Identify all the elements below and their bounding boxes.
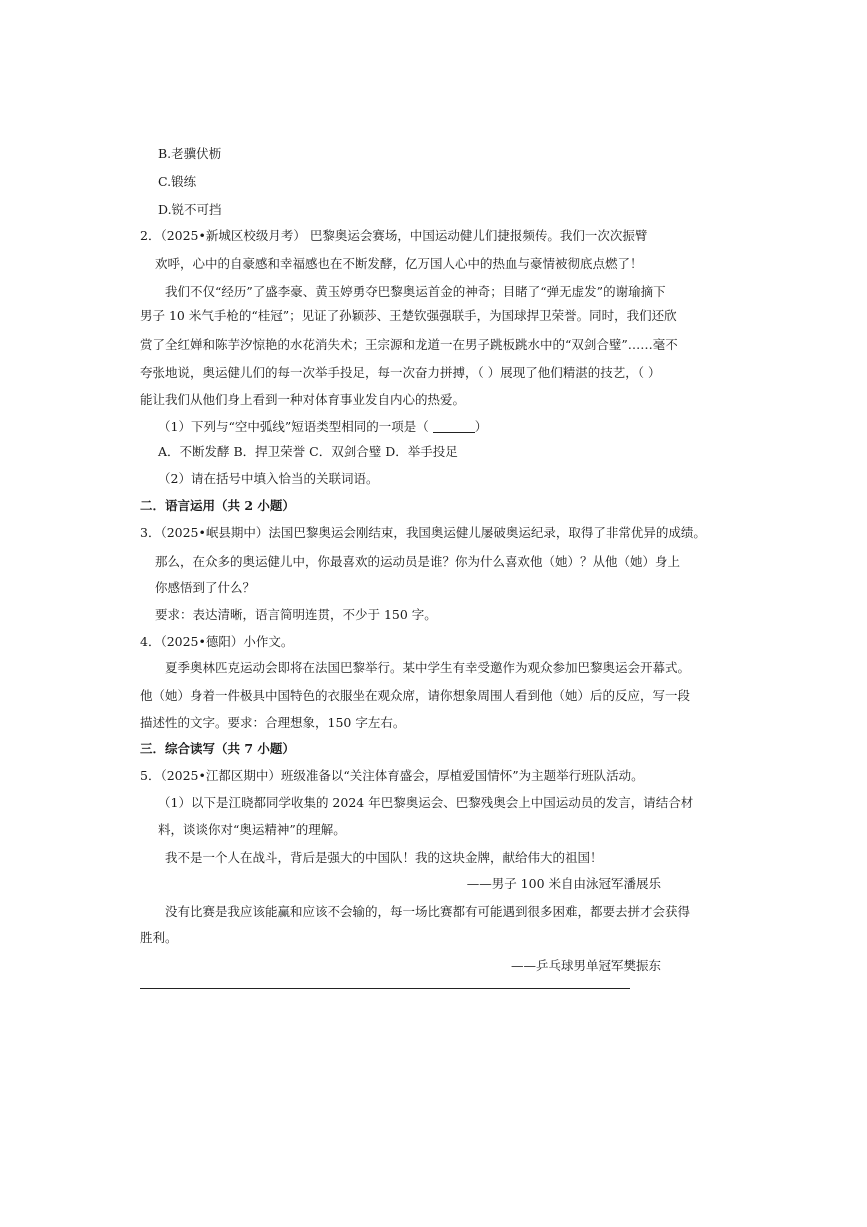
section-heading-2: 二．语言运用（共 2 小题）	[140, 498, 295, 513]
option-c: C.锻练	[158, 174, 197, 189]
answer-blank[interactable]	[433, 420, 475, 433]
quote-2-line-2: 胜利。	[140, 930, 178, 945]
q2-sub1-prefix: （1）下列与“空中弧线”短语类型相同的一项是（	[158, 419, 433, 434]
quote-1: 我不是一个人在战斗，背后是强大的中国队！我的这块金牌，献给伟大的祖国！	[165, 850, 603, 865]
section-heading-3: 三．综合读写（共 7 小题）	[140, 741, 295, 756]
q2-line-5: 赏了全红婵和陈芋汐惊艳的水花消失术；王宗源和龙道一在男子跳板跳水中的“双剑合璧”……毫不	[140, 337, 678, 352]
quote-1-attribution: ——男子 100 米自由泳冠军潘展乐	[466, 876, 661, 891]
option-b: B.老骥伏枥	[158, 146, 222, 161]
q4-line-1: 4．（2025•德阳）小作文。	[140, 634, 294, 649]
option-d: D.锐不可挡	[158, 202, 222, 217]
q4-line-3: 他（她）身着一件极具中国特色的衣服坐在观众席，请你想象周围人看到他（她）后的反应，写一段	[140, 688, 691, 703]
q5-sub1-line-2: 料，谈谈你对“奥运精神”的理解。	[158, 822, 346, 837]
quote-2-line-1: 没有比赛是我应该能赢和应该不会输的，每一场比赛都有可能遇到很多困难，都要去拼才会获得	[165, 904, 691, 919]
q5-line-1: 5．（2025•江都区期中）班级准备以“关注体育盛会，厚植爱国情怀”为主题举行班队活动。	[140, 768, 644, 783]
q2-line-4: 男子 10 米气手枪的“桂冠”；见证了孙颖莎、王楚钦强强联手，为国球捍卫荣誉。同时，我们还欣	[140, 308, 677, 323]
q2-line-2: 欢呼，心中的自豪感和幸福感也在不断发酵，亿万国人心中的热血与豪情被彻底点燃了！	[155, 256, 643, 271]
q4-line-4: 描述性的文字。要求：合理想象，150 字左右。	[140, 715, 406, 730]
q5-sub1-line-1: （1）以下是江晓都同学收集的 2024 年巴黎奥运会、巴黎残奥会上中国运动员的发言，请结合材	[158, 795, 694, 810]
q3-line-1: 3．（2025•岷县期中）法国巴黎奥运会刚结束，我国奥运健儿屡破奥运纪录，取得了非常优异的成绩。	[140, 525, 706, 540]
q3-line-4: 要求：表达清晰，语言简明连贯，不少于 150 字。	[155, 607, 437, 622]
q3-line-3: 你感悟到了什么？	[155, 580, 256, 595]
q2-sub1-options: A．不断发酵 B．捍卫荣誉 C．双剑合璧 D．举手投足	[158, 444, 458, 459]
q3-line-2: 那么，在众多的奥运健儿中，你最喜欢的运动员是谁？你为什么喜欢他（她）？从他（她）身上	[155, 554, 681, 569]
q2-line-3: 我们不仅“经历”了盛李豪、黄玉婷勇夺巴黎奥运首金的神奇；目睹了“弹无虚发”的谢瑜摘下	[165, 284, 666, 299]
q2-sub2: （2）请在括号中填入恰当的关联词语。	[158, 471, 379, 486]
q2-sub1	[158, 420, 487, 434]
q2-line-7: 能让我们从他们身上看到一种对体育事业发自内心的热爱。	[140, 392, 466, 407]
q4-line-2: 夏季奥林匹克运动会即将在法国巴黎举行。某中学生有幸受邀作为观众参加巴黎奥运会开幕式。	[165, 660, 691, 675]
q2-sub1-suffix: ）	[474, 419, 488, 434]
quote-2-attribution: ——乒乓球男单冠军樊振东	[510, 958, 661, 973]
q2-line-6: 夸张地说，奥运健儿们的每一次举手投足，每一次奋力拼搏，（ ）展现了他们精湛的技艺，（ ）	[140, 365, 661, 380]
footer-rule	[140, 988, 630, 989]
q2-line-1: 2．（2025•新城区校级月考） 巴黎奥运会赛场，中国运动健儿们捷报频传。我们一次次振臂	[140, 228, 648, 243]
